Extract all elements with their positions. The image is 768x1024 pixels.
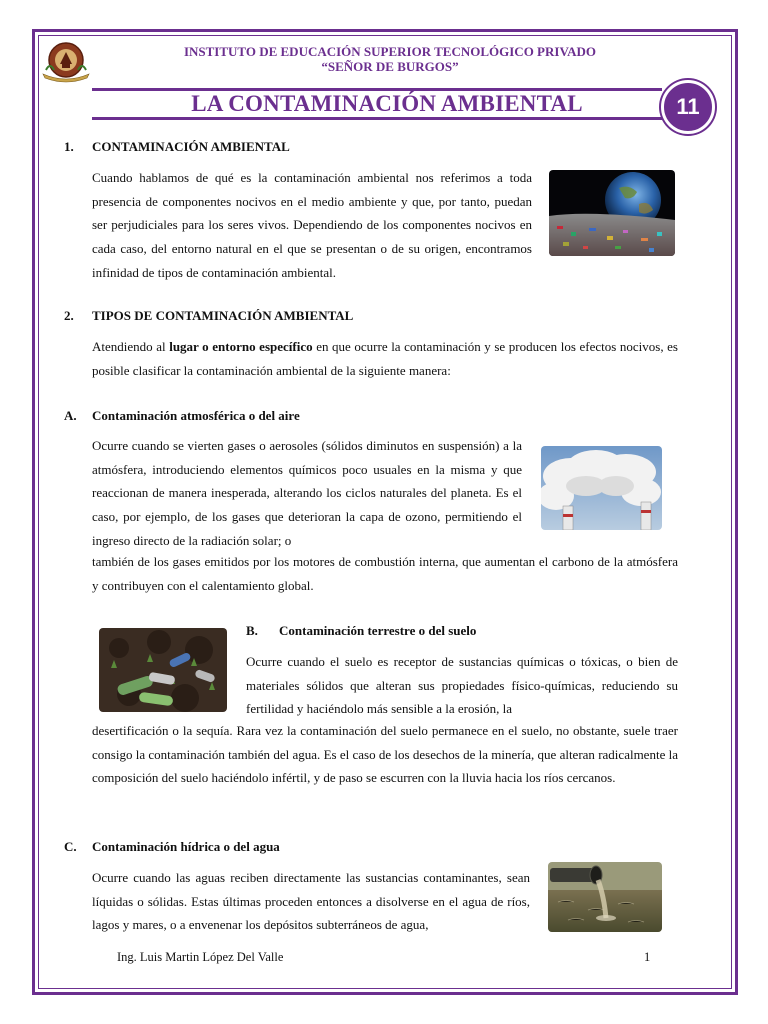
footer-author: Ing. Luis Martin López Del Valle (117, 950, 284, 964)
section-c-letter: C. (64, 839, 77, 854)
section-2-intro (92, 335, 678, 382)
section-c-paragraph: Ocurre cuando las aguas reciben directamente las sustancias contaminantes, sean líquidas o sólidas. Estas últimas proceden entonces a disolverse en el agua de ríos, lagos y mares, o a envenenar los depósitos subterráneos de agua, (92, 870, 530, 933)
section-b-paragraph-bottom: desertificación o la sequía. Rara vez la contaminación del suelo permanece en el suelo, no obstante, suele traer consigo la contaminación también del agua. Es el caso de los desechos de la minería, que alteran radicalmente la composición del suelo haciéndolo infértil, y de paso se escurren con la lluvia hacia los ríos cercanos. (92, 723, 678, 786)
section-1-heading: CONTAMINACIÓN AMBIENTAL (92, 139, 290, 154)
soil-pollution-image (99, 628, 227, 712)
section-a-heading: Contaminación atmosférica o del aire (92, 408, 300, 423)
factory-smoke-image (541, 446, 662, 530)
section-2-heading: TIPOS DE CONTAMINACIÓN AMBIENTAL (92, 308, 354, 323)
section-a-paragraph-top: Ocurre cuando se vierten gases o aerosoles (sólidos diminutos en suspensión) a la atmósfera, introduciendo elementos químicos poco usuales en la misma y que reaccionan de manera inesperada, alterando los ciclos naturales del planeta. Es el caso, por ejemplo, de los gases que deterioran la capa de ozono, permitiendo el ingreso directo de la radiación solar; o (92, 438, 522, 548)
section-2-intro-start: Atendiendo al (92, 339, 166, 354)
section-b-heading: Contaminación terrestre o del suelo (279, 623, 477, 638)
section-2-intro-bold: lugar o entorno específico (169, 339, 313, 354)
page-title: LA CONTAMINACIÓN AMBIENTAL (191, 91, 583, 116)
water-pollution-image (548, 862, 662, 932)
section-2-intro-end: en que ocurre la contaminación y se producen los efectos nocivos, es posible clasificar la contaminación ambiental de la siguiente manera: (92, 339, 678, 378)
section-b-paragraph-top: Ocurre cuando el suelo es receptor de sustancias químicas o tóxicas, o bien de materiales sólidos que alteran sus propiedades físico-químicas, reduciendo su fertilidad y haciéndolo más sensible a la erosión, la (246, 654, 678, 717)
section-2-number: 2. (64, 308, 74, 323)
section-a-paragraph-bottom: también de los gases emitidos por los motores de combustión interna, que aumentan el carbono de la atmósfera y contribuyen con el calentamiento global. (92, 554, 678, 593)
section-a-letter: A. (64, 408, 77, 423)
section-c-heading: Contaminación hídrica o del agua (92, 839, 280, 854)
institution-logo (40, 40, 92, 84)
section-1-paragraph: Cuando hablamos de qué es la contaminación ambiental nos referimos a toda presencia de componentes nocivos en el medio ambiente y que, por tanto, puedan ser perjudiciales para los seres vivos. Dependiendo de los componentes nocivos en cada caso, del entorno natural en el que se presentan o de su origen, encontramos infinidad de tipos de contaminación ambiental. (92, 170, 532, 280)
unit-number-badge: 11 (661, 80, 715, 134)
section-b-letter: B. (246, 623, 258, 638)
section-1-number: 1. (64, 139, 74, 154)
institution-subname: “SEÑOR DE BURGOS” (321, 59, 459, 74)
institution-name: INSTITUTO DE EDUCACIÓN SUPERIOR TECNOLÓGICO PRIVADO (183, 44, 597, 59)
earth-pollution-image (549, 170, 675, 256)
footer-page-number: 1 (644, 950, 651, 964)
